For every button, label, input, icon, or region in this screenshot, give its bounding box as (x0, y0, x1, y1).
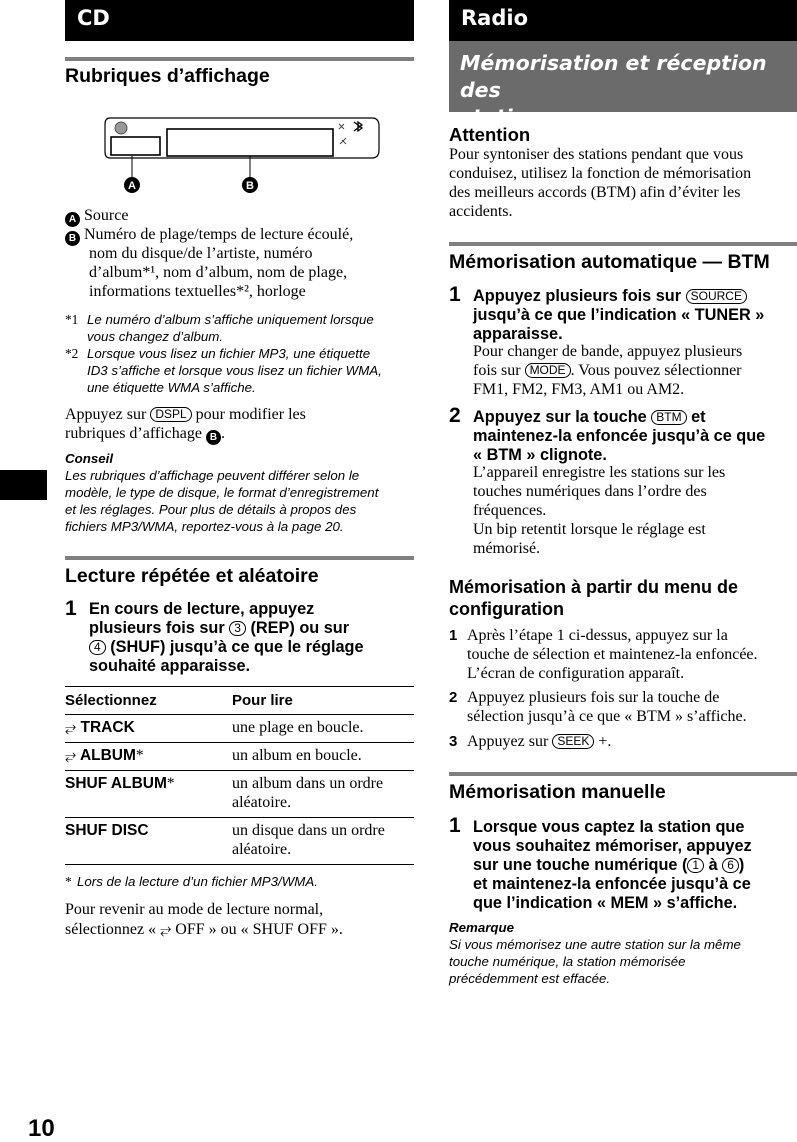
step-body: FM1, FM2, FM3, AM1 ou AM2. (473, 381, 685, 398)
key-1: 1 (687, 858, 704, 873)
table-footnote-mark: * (65, 874, 72, 889)
section-header-radio: Radio (449, 0, 797, 41)
step-line: apparaisse. (473, 325, 563, 343)
attention-line: accidents. (449, 203, 513, 220)
dspl-key: DSPL (150, 407, 191, 422)
table-rule (65, 742, 414, 743)
config-step: sélection jusqu’à ce que « BTM » s’affiche. (467, 708, 747, 725)
dspl-instruction-line2: rubriques d’affichage B . (65, 425, 225, 443)
table-rule (65, 817, 414, 818)
heading-rule (65, 57, 414, 61)
step-number: 2 (449, 404, 461, 427)
table-cell: un album dans un ordre aléatoire. (232, 775, 384, 811)
svg-text:A: A (128, 180, 136, 192)
item-b: B Numéro de plage/temps de lecture écoulé, (65, 226, 353, 246)
heading-repeat: Lecture répétée et aléatoire (65, 565, 319, 587)
step-line: Lorsque vous captez la station que (473, 818, 745, 836)
return-text: Pour revenir au mode de lecture normal, (65, 901, 324, 918)
step-body: fois sur MODE . Vous pouvez sélectionner (473, 362, 742, 379)
config-step-num: 2 (449, 689, 458, 706)
step-line: sur une touche numérique ( 1 à 6 ) (473, 856, 745, 874)
table-cell: un album en boucle. (232, 747, 362, 764)
step-body: touches numériques dans l’ordre des (473, 483, 707, 500)
conseil-title: Conseil (65, 451, 114, 466)
page-number: 10 (28, 1115, 55, 1142)
table-rule (65, 770, 414, 771)
footnote-2: ID3 s’affiche et lorsque vous lisez un fichier WMA, (87, 363, 382, 378)
conseil-line: et les réglages. Pour plus de détails à propos des (65, 502, 357, 517)
step-line: jusqu’à ce que l’indication « TUNER » (473, 306, 765, 324)
step-line: et maintenez-la enfoncée jusqu’à ce (473, 875, 751, 893)
footnote-2: une étiquette WMA s’affiche. (87, 380, 256, 395)
remarque-title: Remarque (449, 920, 515, 935)
item-b-line: informations textuelles*², horloge (89, 283, 306, 300)
btm-key: BTM (651, 410, 686, 425)
item-b-line: d’album*¹, nom d’album, nom de plage, (89, 264, 348, 281)
footnote-1: vous changez d’album. (87, 329, 224, 344)
config-step: Appuyez sur SEEK +. (467, 733, 612, 750)
step-line: « BTM » clignote. (473, 446, 607, 464)
table-header-select: Sélectionnez (65, 692, 157, 709)
footnote-1-mark: *1 (65, 312, 79, 327)
heading-rule (449, 242, 797, 246)
repeat-icon: ⥂ (65, 719, 77, 735)
display-diagram (102, 112, 382, 196)
step-number: 1 (65, 597, 77, 620)
display-area-a (111, 137, 160, 155)
remarque-line: touche numérique, la station mémorisée (449, 954, 686, 969)
config-step-num: 3 (449, 733, 458, 750)
footnote-2: Lorsque vous lisez un fichier MP3, une étiquette (87, 346, 371, 361)
step-line: Appuyez plusieurs fois sur SOURCE (473, 287, 747, 306)
step-line: En cours de lecture, appuyez (89, 600, 315, 618)
config-step: L’écran de configuration apparaît. (467, 665, 685, 682)
step-body: fréquences. (473, 502, 547, 519)
conseil-line: Les rubriques d’affichage peuvent différer selon le (65, 468, 360, 483)
table-footnote: Lors de la lecture d’un fichier MP3/WMA. (77, 874, 318, 889)
mode-key: MODE (525, 363, 571, 378)
key-6: 6 (722, 858, 739, 873)
repeat-icon: ⥂ (65, 747, 77, 763)
config-step-num: 1 (449, 627, 458, 644)
attention-line: conduisez, utilisez la fonction de mémorisation (449, 165, 752, 182)
key-4: 4 (89, 640, 106, 655)
table-row: SHUF DISC (65, 822, 149, 839)
source-key: SOURCE (686, 289, 747, 304)
step-number: 1 (449, 814, 461, 837)
key-3: 3 (229, 621, 246, 636)
table-row: ⥂ ALBUM* (65, 747, 144, 764)
display-area-b (167, 129, 333, 156)
step-line: que l’indication « MEM » s’affiche. (473, 894, 738, 912)
table-row: SHUF ALBUM* (65, 775, 175, 792)
phone-icon (339, 124, 344, 129)
bluetooth-icon (354, 122, 362, 131)
heading-rule (449, 772, 797, 776)
table-cell: un disque dans un ordre aléatoire. (232, 822, 385, 858)
seek-key: SEEK (552, 734, 594, 749)
table-bottom-rule (65, 864, 414, 865)
step-number: 1 (449, 283, 461, 306)
section-header-cd: CD (65, 0, 414, 41)
item-a: A Source (65, 207, 128, 227)
disc-icon (115, 122, 127, 134)
config-step: Après l’étape 1 ci-dessus, appuyez sur la (467, 627, 728, 644)
config-step: touche de sélection et maintenez-la enfoncée. (467, 646, 758, 663)
heading-config: Mémorisation à partir du menu de configuration (449, 577, 739, 619)
return-text: sélectionnez « ⥂ OFF » ou « SHUF OFF ». (65, 921, 343, 938)
dspl-instruction: Appuyez sur DSPL pour modifier les (65, 406, 306, 423)
remarque-line: précédemment est effacée. (449, 971, 611, 986)
attention-line: Pour syntoniser des stations pendant que vous (449, 146, 744, 163)
step-body: mémorisé. (473, 540, 541, 557)
item-b-line: nom du disque/de l’artiste, numéro (89, 245, 313, 262)
conseil-line: modèle, le type de disque, le format d’enregistrement (65, 485, 379, 500)
table-top-rule (65, 686, 414, 687)
attention-line: des meilleurs accords (BTM) afin d’éviter les (449, 184, 741, 201)
step-line: plusieurs fois sur 3 (REP) ou sur (89, 619, 350, 637)
repeat-icon: ⥂ (160, 921, 172, 937)
footnote-1: Le numéro d’album s’affiche uniquement lorsque (87, 312, 374, 327)
table-row: ⥂ TRACK (65, 719, 135, 736)
heading-display-items: Rubriques d’affichage (65, 65, 270, 87)
step-line: 4 (SHUF) jusqu’à ce que le réglage (89, 638, 364, 657)
svg-text:B: B (246, 180, 254, 192)
subheader-memorisation: Mémorisation et réception des stations (449, 41, 797, 112)
table-rule (65, 714, 414, 715)
step-line: vous souhaitez mémoriser, appuyez (473, 837, 752, 855)
step-line: maintenez-la enfoncée jusqu’à ce que (473, 427, 766, 445)
step-body: Un bip retentit lorsque le réglage est (473, 521, 706, 538)
step-line: souhaité apparaisse. (89, 657, 251, 675)
remarque-line: Si vous mémorisez une autre station sur la même (449, 937, 741, 952)
display-outline (105, 118, 379, 158)
step-line: Appuyez sur la touche BTM et (473, 408, 706, 426)
heading-btm: Mémorisation automatique — BTM (449, 251, 770, 273)
config-step: Appuyez plusieurs fois sur la touche de (467, 689, 720, 706)
signal-icon (340, 138, 346, 144)
heading-manual: Mémorisation manuelle (449, 781, 666, 803)
step-body: L’appareil enregistre les stations sur les (473, 464, 726, 481)
conseil-line: fichiers MP3/WMA, reportez-vous à la page 20. (65, 519, 344, 534)
attention-title: Attention (449, 124, 531, 145)
heading-rule (65, 556, 414, 560)
table-header-read: Pour lire (232, 692, 293, 709)
step-body: Pour changer de bande, appuyez plusieurs (473, 343, 743, 360)
section-tab-marker (0, 470, 47, 500)
footnote-2-mark: *2 (65, 346, 79, 361)
table-cell: une plage en boucle. (232, 719, 364, 736)
